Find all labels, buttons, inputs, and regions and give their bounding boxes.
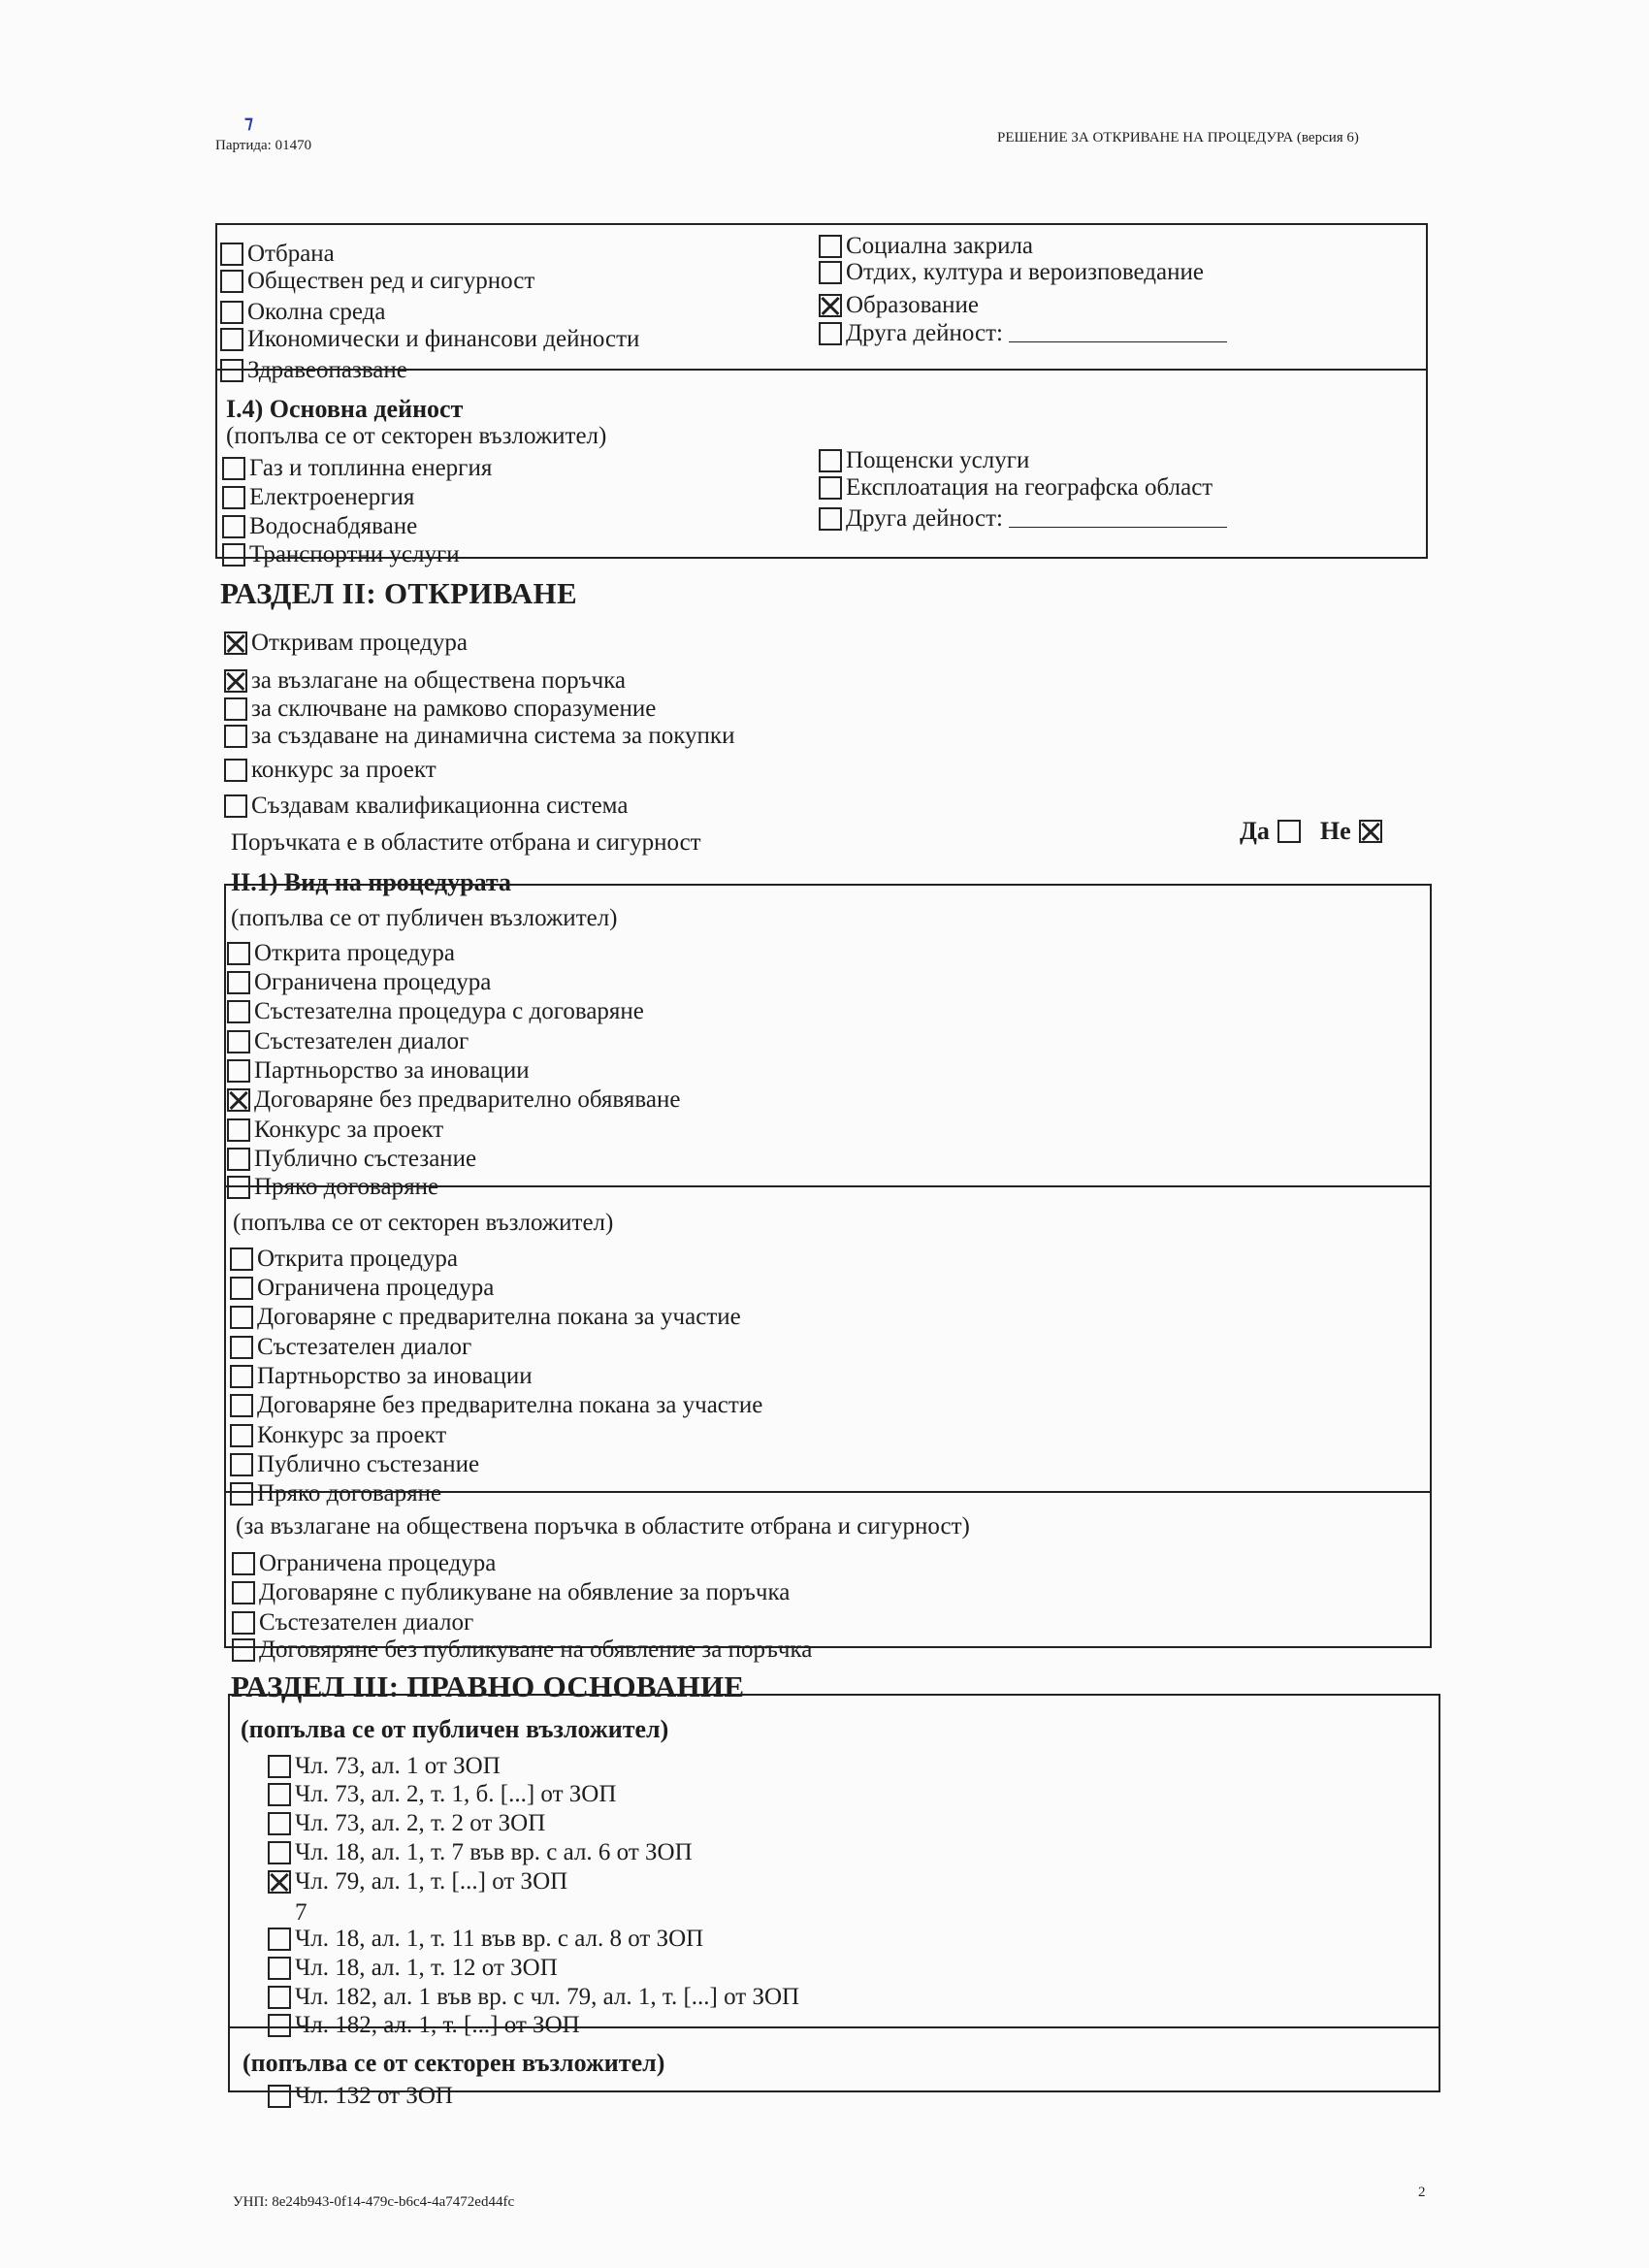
sector-dialogue[interactable]: Състезателен диалог xyxy=(230,1335,471,1359)
other-activity-line[interactable] xyxy=(1009,324,1227,342)
checkbox-icon[interactable] xyxy=(268,1986,291,2009)
checkbox-icon[interactable] xyxy=(819,261,842,284)
main-activity-title: I.4) Основна дейност xyxy=(226,395,464,423)
legal-art73-2-1[interactable]: Чл. 73, ал. 2, т. 1, б. [...] от ЗОП xyxy=(268,1782,616,1806)
checkbox-icon[interactable] xyxy=(220,328,243,351)
legal-art182-79[interactable]: Чл. 182, ал. 1 във вр. с чл. 79, ал. 1, т. [...] от ЗОП xyxy=(268,1985,799,2009)
checkbox-icon[interactable] xyxy=(230,1336,253,1359)
activity-environment[interactable]: Околна среда xyxy=(220,300,385,324)
public-design-contest[interactable]: Конкурс за проект xyxy=(227,1118,443,1142)
section3-title: РАЗДЕЛ III: ПРАВНО ОСНОВАНИЕ xyxy=(231,1669,745,1703)
procedure-type-title: II.1) Вид на процедурата xyxy=(231,868,511,896)
activity-defense[interactable]: Отбрана xyxy=(220,242,335,266)
sector-negotiation-no-call[interactable]: Договаряне без предварителна покана за участие xyxy=(230,1393,762,1417)
checked-checkbox-icon[interactable] xyxy=(224,669,247,693)
main-electricity[interactable]: Електроенергия xyxy=(222,485,414,509)
checkbox-icon[interactable] xyxy=(227,1000,250,1023)
document-title: РЕШЕНИЕ ЗА ОТКРИВАНЕ НА ПРОЦЕДУРА (версия 6) xyxy=(997,130,1359,146)
public-direct-negotiation[interactable]: Пряко договаряне xyxy=(227,1175,438,1199)
checkbox-icon[interactable] xyxy=(268,2085,291,2108)
checkbox-icon[interactable] xyxy=(227,971,250,994)
checkbox-icon[interactable] xyxy=(220,301,243,324)
public-public-competition[interactable]: Публично състезание xyxy=(227,1147,476,1171)
public-innovation[interactable]: Партньорство за иновации xyxy=(227,1058,530,1083)
sector-open[interactable]: Открита процедура xyxy=(230,1247,458,1271)
checkbox-icon[interactable] xyxy=(230,1277,253,1300)
main-geographic[interactable]: Експлоатация на географска област xyxy=(819,475,1212,500)
legal-art73-2-2[interactable]: Чл. 73, ал. 2, т. 2 от ЗОП xyxy=(268,1811,545,1835)
checkbox-icon[interactable] xyxy=(819,449,842,472)
checkbox-icon[interactable] xyxy=(819,235,842,258)
section2-title: РАЗДЕЛ II: ОТКРИВАНЕ xyxy=(220,576,577,610)
checkbox-icon[interactable] xyxy=(222,543,245,567)
checkbox-icon[interactable] xyxy=(232,1638,255,1662)
no-label: Не xyxy=(1319,817,1351,845)
checkbox-icon[interactable] xyxy=(268,1841,291,1864)
legal-art18-7[interactable]: Чл. 18, ал. 1, т. 7 във вр. с ал. 6 от ЗОП xyxy=(268,1840,693,1864)
legal-public-subtitle: (попълва се от публичен възложител) xyxy=(241,1715,669,1743)
pen-mark: ⁊ xyxy=(244,113,253,132)
main-water[interactable]: Водоснабдяване xyxy=(222,514,417,538)
public-dialogue[interactable]: Състезателен диалог xyxy=(227,1029,469,1053)
open-procedure[interactable]: Откривам процедура xyxy=(224,631,468,655)
defense-subtitle: (за възлагане на обществена поръчка в областите отбрана и сигурност) xyxy=(236,1513,970,1539)
activity-health[interactable]: Здравеопазване xyxy=(220,358,407,382)
checkbox-icon[interactable] xyxy=(222,515,245,538)
checkbox-icon[interactable] xyxy=(220,243,243,266)
checkbox-icon[interactable] xyxy=(230,1394,253,1417)
checked-checkbox-icon[interactable] xyxy=(819,294,842,317)
batch-number: Партида: 01470 xyxy=(215,138,312,153)
defense-restricted[interactable]: Ограничена процедура xyxy=(232,1551,496,1575)
public-subtitle: (попълва се от публичен възложител) xyxy=(231,905,618,931)
checkbox-icon[interactable] xyxy=(224,697,247,721)
checkbox-icon[interactable] xyxy=(819,507,842,531)
option-dynamic-system[interactable]: за създаване на динамична система за покупки xyxy=(224,724,734,748)
sector-negotiation-with-call[interactable]: Договаряне с предварителна покана за участие xyxy=(230,1305,741,1329)
main-other[interactable]: Друга дейност: xyxy=(819,506,1227,531)
legal-art73-1[interactable]: Чл. 73, ал. 1 от ЗОП xyxy=(268,1754,501,1778)
checkbox-icon[interactable] xyxy=(230,1453,253,1476)
page-number: 2 xyxy=(1418,2185,1426,2200)
no-checked-checkbox-icon[interactable] xyxy=(1359,820,1382,843)
checkbox-icon[interactable] xyxy=(268,1812,291,1835)
option-public-contract[interactable]: за възлагане на обществена поръчка xyxy=(224,668,626,693)
qualification-system[interactable]: Създавам квалификационна система xyxy=(224,794,628,818)
yes-checkbox-icon[interactable] xyxy=(1277,820,1301,843)
unp-identifier: УНП: 8e24b943-0f14-479c-b6c4-4a7472ed44fc xyxy=(233,2194,515,2210)
art79-point-value: 7 xyxy=(295,1899,307,1926)
checkbox-icon[interactable] xyxy=(232,1581,255,1604)
checkbox-icon[interactable] xyxy=(230,1482,253,1506)
checkbox-icon[interactable] xyxy=(227,942,250,965)
checkbox-icon[interactable] xyxy=(230,1424,253,1447)
other-main-activity-line[interactable] xyxy=(1009,509,1227,528)
public-open[interactable]: Открита процедура xyxy=(227,941,455,965)
checkbox-icon[interactable] xyxy=(227,1176,250,1199)
activity-culture[interactable]: Отдих, култура и вероизповедание xyxy=(819,260,1204,284)
checkbox-icon[interactable] xyxy=(230,1247,253,1271)
checkbox-icon[interactable] xyxy=(224,725,247,748)
checkbox-icon[interactable] xyxy=(232,1611,255,1635)
public-competitive-negotiation[interactable]: Състезателна процедура с договаряне xyxy=(227,999,644,1023)
main-postal[interactable]: Пощенски услуги xyxy=(819,448,1029,472)
activity-other[interactable]: Друга дейност: xyxy=(819,321,1227,345)
checkbox-icon[interactable] xyxy=(227,1148,250,1171)
defense-question: Поръчката е в областите отбрана и сигурност xyxy=(231,829,701,856)
main-transport[interactable]: Транспортни услуги xyxy=(222,542,460,567)
checkbox-icon[interactable] xyxy=(819,322,842,345)
activity-social[interactable]: Социална закрила xyxy=(819,234,1033,258)
public-negotiation-no-notice[interactable]: Договаряне без предварително обявяване xyxy=(227,1087,680,1112)
checkbox-icon[interactable] xyxy=(224,759,247,782)
legal-art79[interactable]: Чл. 79, ал. 1, т. [...] от ЗОП xyxy=(268,1869,567,1894)
checkbox-icon[interactable] xyxy=(268,1957,291,1980)
checkbox-icon[interactable] xyxy=(227,1030,250,1053)
checkbox-icon[interactable] xyxy=(268,1755,291,1778)
legal-art132[interactable]: Чл. 132 от ЗОП xyxy=(268,2084,453,2108)
defense-negotiation-with-notice[interactable]: Договаряне с публикуване на обявление за поръчка xyxy=(232,1580,790,1604)
defense-negotiation-no-notice[interactable]: Договяряне без публикуване на обявление за поръчка xyxy=(232,1637,812,1662)
checked-checkbox-icon[interactable] xyxy=(224,632,247,655)
public-restricted[interactable]: Ограничена процедура xyxy=(227,970,491,994)
legal-sector-subtitle: (попълва се от секторен възложител) xyxy=(242,2049,665,2077)
legal-art18-12[interactable]: Чл. 18, ал. 1, т. 12 от ЗОП xyxy=(268,1956,558,1980)
option-design-contest[interactable]: конкурс за проект xyxy=(224,758,436,782)
defense-answer xyxy=(1240,819,1386,844)
checked-checkbox-icon[interactable] xyxy=(227,1088,250,1112)
activity-education[interactable]: Образование xyxy=(819,293,979,317)
checkbox-icon[interactable] xyxy=(227,1118,250,1142)
sector-subtitle: (попълва се от секторен възложител) xyxy=(233,1210,614,1236)
checkbox-icon[interactable] xyxy=(220,270,243,293)
checkbox-icon[interactable] xyxy=(222,457,245,480)
sector-public-competition[interactable]: Публично състезание xyxy=(230,1452,479,1476)
main-activity-subtitle: (попълва се от секторен възложител) xyxy=(226,423,607,449)
checkbox-icon[interactable] xyxy=(224,794,247,818)
legal-art182-1[interactable]: Чл. 182, ал. 1, т. [...] от ЗОП xyxy=(268,2013,580,2037)
sector-restricted[interactable]: Ограничена процедура xyxy=(230,1276,494,1300)
checkbox-icon[interactable] xyxy=(230,1306,253,1329)
sector-innovation[interactable]: Партньорство за иновации xyxy=(230,1364,533,1388)
activity-public-order[interactable]: Обществен ред и сигурност xyxy=(220,269,534,293)
sector-direct-negotiation[interactable]: Пряко договаряне xyxy=(230,1481,441,1506)
activity-economic[interactable]: Икономически и финансови дейности xyxy=(220,327,639,351)
checkbox-icon[interactable] xyxy=(220,359,243,382)
checkbox-icon[interactable] xyxy=(268,1928,291,1951)
checkbox-icon[interactable] xyxy=(819,476,842,500)
sector-design-contest[interactable]: Конкурс за проект xyxy=(230,1423,446,1447)
checkbox-icon[interactable] xyxy=(222,486,245,509)
checkbox-icon[interactable] xyxy=(268,1783,291,1806)
defense-dialogue[interactable]: Състезателен диалог xyxy=(232,1610,473,1635)
checkbox-icon[interactable] xyxy=(268,2014,291,2037)
checked-checkbox-icon[interactable] xyxy=(268,1870,291,1894)
main-gas[interactable]: Газ и топлинна енергия xyxy=(222,456,492,480)
legal-art18-11[interactable]: Чл. 18, ал. 1, т. 11 във вр. с ал. 8 от ЗОП xyxy=(268,1927,703,1951)
yes-label: Да xyxy=(1240,817,1270,845)
checkbox-icon[interactable] xyxy=(232,1552,255,1575)
checkbox-icon[interactable] xyxy=(230,1365,253,1388)
option-framework[interactable]: за сключване на рамково споразумение xyxy=(224,697,656,721)
checkbox-icon[interactable] xyxy=(227,1059,250,1083)
